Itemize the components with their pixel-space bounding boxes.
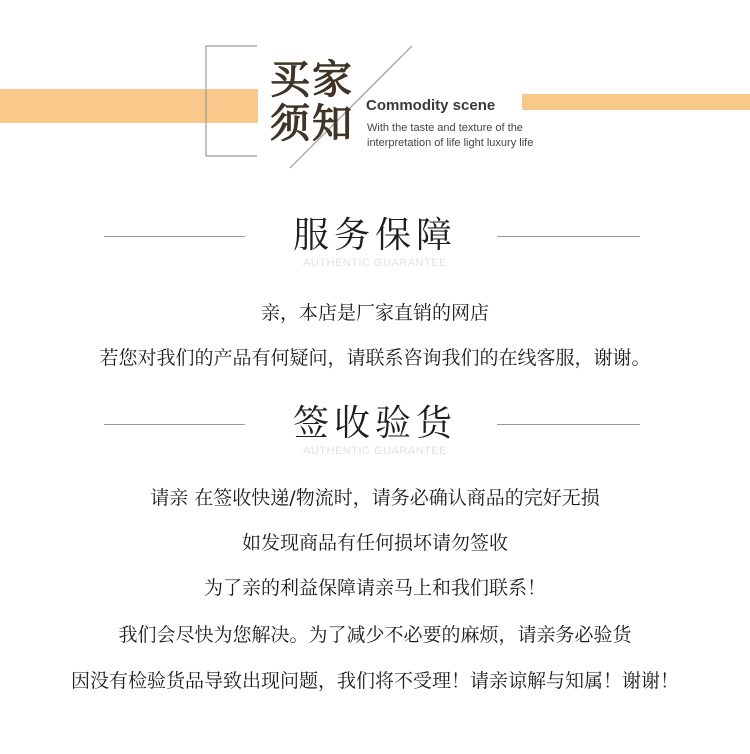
section-heading: 签收验货 xyxy=(292,403,457,444)
divider-right xyxy=(497,236,640,237)
divider-right xyxy=(497,424,640,425)
section-heading: 服务保障 xyxy=(292,215,457,256)
inspection-line-4: 我们会尽快为您解决。为了减少不必要的麻烦，请亲务必验货 xyxy=(118,624,632,646)
inspection-line-2: 如发现商品有任何损坏请勿签收 xyxy=(241,532,508,554)
service-line-1: 亲，本店是厂家直销的网店 xyxy=(260,302,489,324)
tagline-line-2: interpretation of life light luxury life xyxy=(367,137,534,149)
section-subheading: AUTHENTIC GUARANTEE xyxy=(303,257,447,269)
inspection-line-1: 请亲 在签收快递/物流时，请务必确认商品的完好无损 xyxy=(150,487,600,509)
title-line-2: 须知 xyxy=(270,100,354,147)
section-service-guarantee-header xyxy=(0,210,750,280)
buyer-notice-title xyxy=(270,58,354,146)
title-line-1: 买家 xyxy=(270,56,354,103)
inspection-line-5: 因没有检验货品导致出现问题，我们将不受理！请亲谅解与知属！谢谢！ xyxy=(70,670,679,692)
inspection-line-3: 为了亲的利益保障请亲马上和我们联系！ xyxy=(203,577,546,599)
tagline xyxy=(367,121,627,151)
section-subheading: AUTHENTIC GUARANTEE xyxy=(303,445,447,457)
tagline-line-1: With the taste and texture of the xyxy=(367,122,523,134)
section-inspection-header xyxy=(0,398,750,468)
english-title: Commodity scene xyxy=(366,97,496,114)
service-line-2: 若您对我们的产品有何疑问，请联系咨询我们的在线客服，谢谢。 xyxy=(99,347,651,369)
